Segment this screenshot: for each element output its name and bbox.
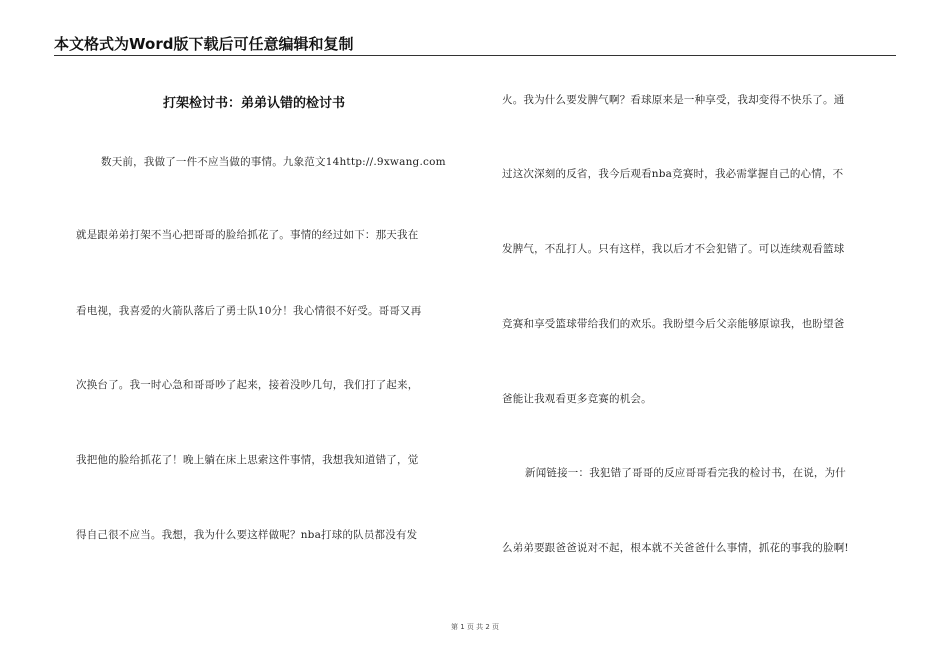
text-line: 数天前，我做了一件不应当做的事情。九象范文14http://.9xwang.com — [101, 156, 446, 168]
document-title: 打架检讨书：弟弟认错的检讨书 — [163, 96, 346, 111]
text-line: 得自己很不应当。我想，我为什么要这样做呢？nba打球的队员都没有发 — [76, 529, 418, 541]
text-line: 过这次深刻的反省，我今后观看nba竞赛时，我必需掌握自己的心情，不 — [502, 168, 844, 180]
text-line: 就是跟弟弟打架不当心把哥哥的脸给抓花了。事情的经过如下：那天我在 — [76, 229, 419, 241]
header-divider — [54, 55, 896, 56]
page-number: 第 1 页 共 2 页 — [450, 623, 500, 631]
text-line: 新闻链接一：我犯错了哥哥的反应哥哥看完我的检讨书，在说，为什 — [525, 467, 846, 479]
text-line: 火。我为什么要发脾气啊？看球原来是一种享受，我却变得不快乐了。通 — [502, 94, 845, 106]
text-line: 次换台了。我一时心急和哥哥吵了起来，接着没吵几句，我们打了起来， — [76, 379, 419, 391]
header-banner: 本文格式为Word版下载后可任意编辑和复制 — [54, 35, 354, 53]
text-line: 发脾气，不乱打人。只有这样，我以后才不会犯错了。可以连续观看篮球 — [502, 243, 845, 255]
text-line: 我把他的脸给抓花了！晚上躺在床上思索这件事情，我想我知道错了，觉 — [76, 454, 419, 466]
text-line: 爸能让我观看更多竞赛的机会。 — [502, 393, 652, 405]
text-line: 看电视，我喜爱的火箭队落后了勇士队10分！我心情很不好受。哥哥又再 — [76, 305, 422, 317]
text-line: 么弟弟要跟爸爸说对不起，根本就不关爸爸什么事情，抓花的事我的脸啊! — [502, 542, 849, 554]
text-line: 竞赛和享受篮球带给我们的欢乐。我盼望今后父亲能够原谅我，也盼望爸 — [502, 318, 845, 330]
